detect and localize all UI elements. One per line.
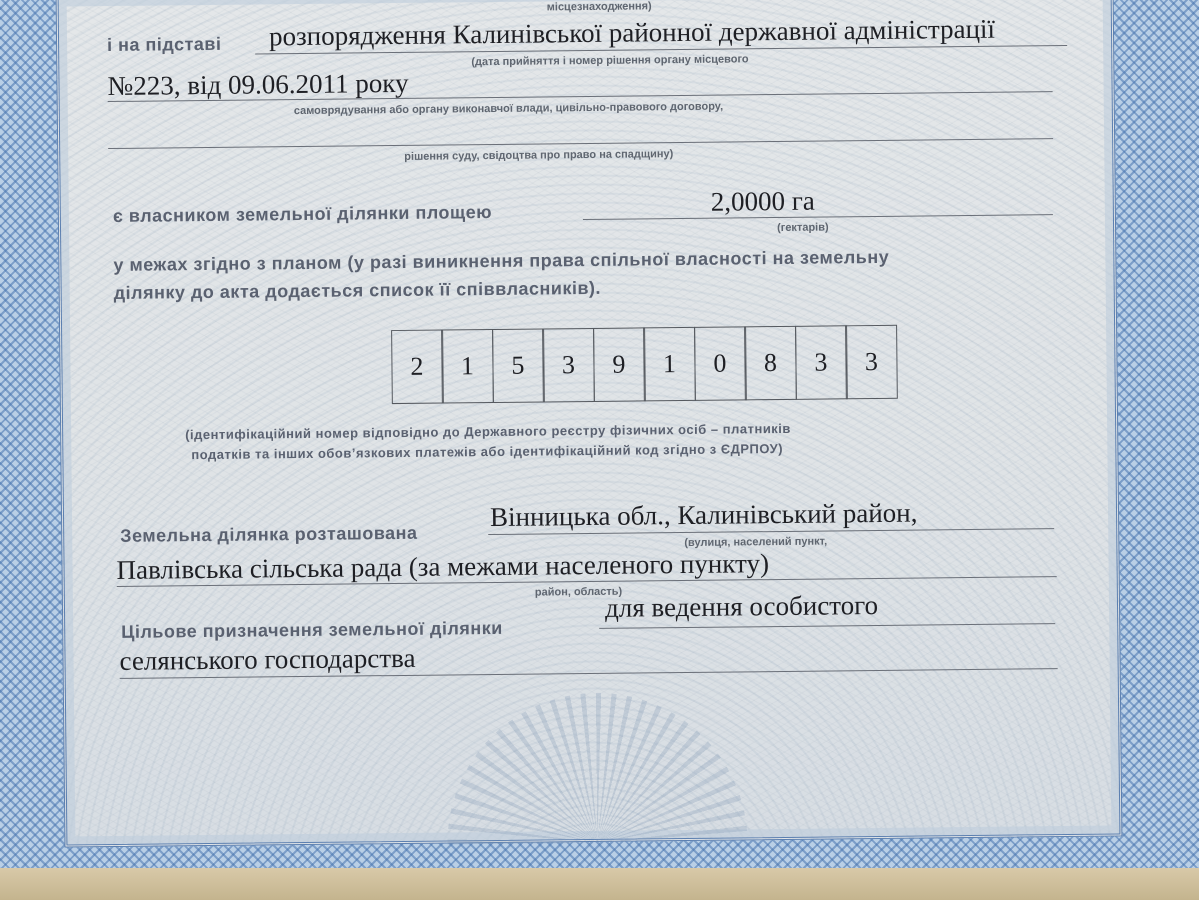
guilloche-rosette <box>446 691 748 844</box>
basis-hint-2: самоврядування або органу виконавчої влади, цивільно-правового договору, <box>293 100 724 118</box>
id-digit-box: 3 <box>542 328 595 403</box>
purpose-rule-1 <box>599 623 1055 629</box>
plan-note-line2: ділянку до акта додається список її співвласників). <box>113 277 602 303</box>
basis-value-line1: розпорядження Калинівської районної державної адміністрації <box>268 13 996 52</box>
id-digit-box: 1 <box>643 327 696 402</box>
area-value: 2,0000 га <box>710 185 815 217</box>
purpose-value-1: для ведення особистого <box>604 589 879 623</box>
purpose-label: Цільове призначення земельної ділянки <box>121 617 503 642</box>
header-fragment: місцезнаходження) <box>546 0 652 14</box>
plan-note-line1: у межах згідно з планом (у разі виникнення права спільної власності на земельну <box>113 246 890 275</box>
location-hint-2: район, область) <box>534 585 623 599</box>
certificate-page <box>56 0 1123 848</box>
basis-hint-1: (дата прийняття і номер рішення органу місцевого <box>471 53 749 69</box>
area-label: є власником земельної ділянки площею <box>112 202 493 226</box>
location-value-2: Павлівська сільська рада (за межами населеного пункту) <box>116 548 770 585</box>
id-digit-box: 9 <box>593 327 646 402</box>
id-digit-box: 8 <box>744 326 797 401</box>
id-digit-box: 5 <box>492 328 545 403</box>
purpose-value-2: селянського господарства <box>119 642 416 676</box>
area-hint: (гектарів) <box>776 221 829 235</box>
table-edge <box>0 868 1199 900</box>
basis-value-line2: №223, від 09.06.2011 року <box>107 67 409 102</box>
id-caption-2: податків та інших обов’язкових платежів або ідентифікаційний код згідно з ЄДРПОУ) <box>191 440 784 463</box>
basis-hint-3: рішення суду, свідоцтва про право на спадщину) <box>404 148 674 163</box>
id-caption-1: (ідентифікаційний номер відповідно до Державного реєстру фізичних осіб – платників <box>185 420 791 443</box>
basis-label: і на підставі <box>106 33 222 56</box>
location-label: Земельна ділянка розташована <box>120 522 418 546</box>
id-digit-box: 3 <box>845 325 898 400</box>
id-digit-box: 1 <box>441 329 494 404</box>
id-code-boxes <box>392 325 898 404</box>
id-digit-box: 0 <box>694 326 747 401</box>
location-hint-1: (вулиця, населений пункт, <box>684 535 828 550</box>
id-digit-box: 3 <box>795 325 848 400</box>
id-digit-box: 2 <box>391 330 444 405</box>
area-rule <box>583 214 1053 220</box>
location-value-1: Вінницька обл., Калинівський район, <box>489 497 918 533</box>
basis-rule-3 <box>108 138 1053 149</box>
